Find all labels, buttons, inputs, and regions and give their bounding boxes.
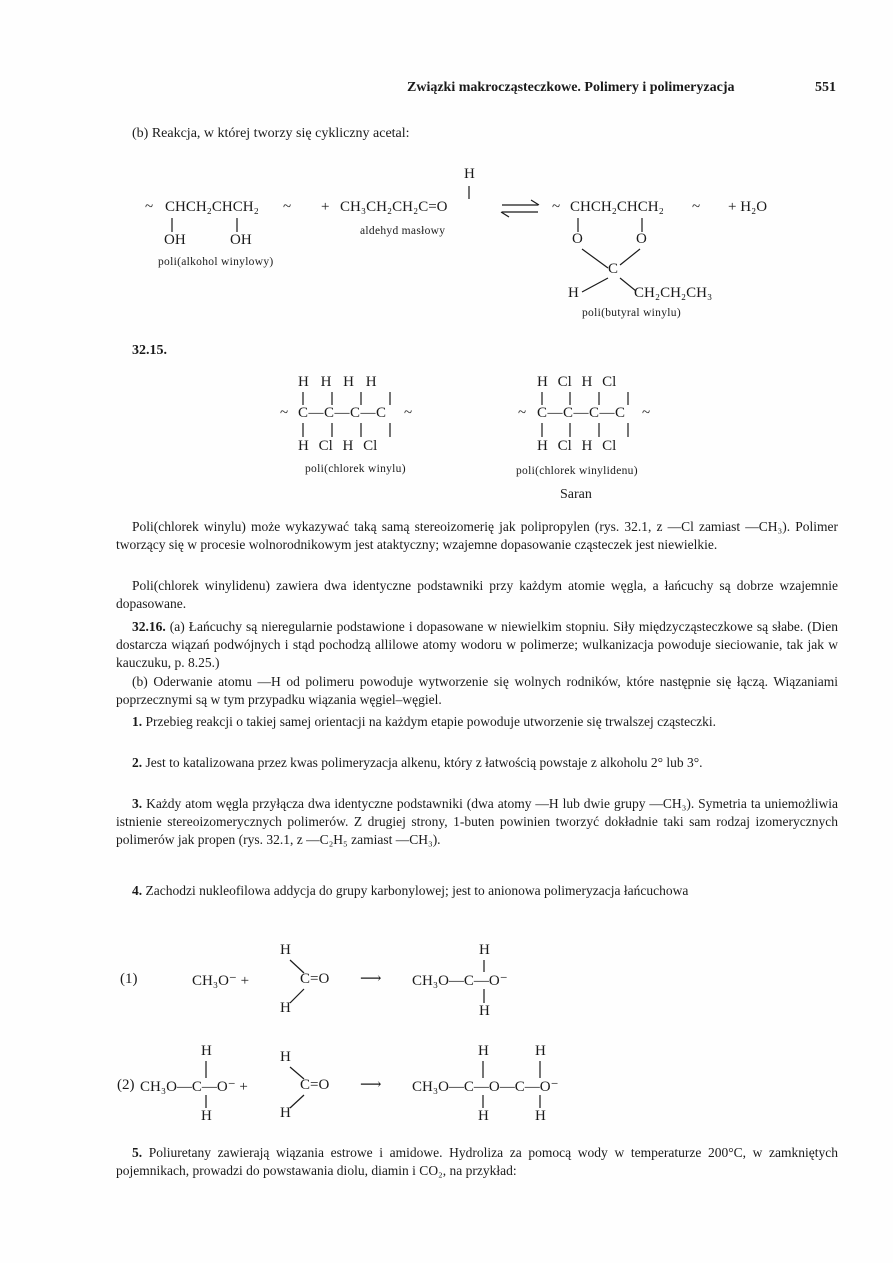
reaction-1-label: (1) <box>120 971 138 987</box>
pvb-wavy-left: ~ <box>552 199 561 215</box>
pvb-c-h-bond <box>582 278 608 292</box>
pvdc-trade-name: Saran <box>560 487 592 502</box>
paragraph-1-text: Przebieg reakcji o takiej samej orientacji na każdym etapie powoduje utworzenie się trwalszej cząsteczki. <box>142 714 717 729</box>
pvc-wavy-right: ~ <box>404 405 413 421</box>
paragraph-3216b: (b) Oderwanie atomu —H od polimeru powoduje wytworzenie się wolnych rodników, które następnie się łączą. Wiązaniami poprzecznymi są w tym przypadku wiązania węgiel–węgiel. <box>116 674 838 707</box>
pvb-acetal-h: H <box>568 285 579 301</box>
pvdc-wavy-left: ~ <box>518 405 527 421</box>
reaction-2-product: CH₃O—C—O—C—O⁻ <box>412 1079 559 1095</box>
pvb-o-2: O <box>636 231 647 247</box>
pvdc-top-atoms: H Cl H Cl <box>537 374 617 390</box>
equilibrium-reverse-head <box>501 212 509 217</box>
pva-chain: CHCH₂CHCH₂ <box>165 199 259 215</box>
reaction-1-h-c-bond-bottom <box>290 989 304 1003</box>
butanal-formula: CH₃CH₂CH₂C=O <box>340 199 448 215</box>
reaction-2-product-h-bottom-1: H <box>478 1108 489 1124</box>
pvb-acetal-c: C <box>608 261 619 277</box>
pvc-chain: C—C—C—C <box>298 405 387 421</box>
reaction-1-h-c-bond-top <box>290 960 304 973</box>
page-number: 551 <box>815 80 836 95</box>
paragraph-pvc-stereo: Poli(chlorek winylu) może wykazywać taką samą stereoizomerię jak polipropylen (rys. 32.1, z —Cl zamiast —CH₃). Polimer tworzący się w procesie wolnorodnikowym jest ataktyczny; wzajemne dopasowanie cząsteczek jest niewielkie. <box>116 519 838 552</box>
item-number-5: 5. <box>132 1145 143 1160</box>
reaction-2-h-c-bond-bottom <box>290 1095 304 1108</box>
pva-wavy-left: ~ <box>145 199 154 215</box>
section-number-3215: 32.15. <box>132 343 167 358</box>
pva-wavy-right: ~ <box>283 199 292 215</box>
paragraph-4-text: Zachodzi nukleofilowa addycja do grupy karbonylowej; jest to anionowa polimeryzacja łańcuchowa <box>142 883 689 898</box>
reaction-1-arrow: ⟶ <box>360 971 382 987</box>
section-number-3216: 32.16. <box>132 619 166 634</box>
reaction-2-reactant-h-bottom: H <box>201 1108 212 1124</box>
reaction-2-arrow: ⟶ <box>360 1077 382 1093</box>
item-number-1: 1. <box>132 714 143 729</box>
reaction-1-product-h-top: H <box>479 942 490 958</box>
pva-oh-1: OH <box>164 232 186 248</box>
part-b-intro: (b) Reakcja, w której tworzy się cykliczny acetal: <box>132 126 410 141</box>
pvdc-bottom-atoms: H Cl H Cl <box>537 438 617 454</box>
pvc-top-atoms: H H H H <box>298 374 377 390</box>
pvb-o-1: O <box>572 231 583 247</box>
paragraph-5-text: Poliuretany zawierają wiązania estrowe i amidowe. Hydroliza za pomocą wody w temperaturze 200°C, w zamkniętych pojemnikach, prowadzi do powstawania diolu, diamin i CO₂, na przykład: <box>116 1145 838 1178</box>
reaction-1-h-bottom: H <box>280 1000 291 1016</box>
pvb-propyl: CH₂CH₂CH₃ <box>634 285 713 301</box>
butanal-name: aldehyd masłowy <box>360 225 446 237</box>
reaction-1-product: CH₃O—C—O⁻ <box>412 973 508 989</box>
paragraph-pvdc: Poli(chlorek winylidenu) zawiera dwa identyczne podstawniki przy każdym atomie węgla, a łańcuchy są dobrze wzajemnie dopasowane. <box>116 578 838 611</box>
reaction-1-methoxide: CH₃O⁻ + <box>192 973 250 989</box>
pvc-name: poli(chlorek winylu) <box>305 463 406 475</box>
paragraph-3-text: Każdy atom węgla przyłącza dwa identyczne podstawniki (dwa atomy —H lub dwie grupy —CH₃). Symetria ta uniemożliwia istnienie stereoizomerycznych polimerów. Z drugiej strony, 1-buten powinien tworzyć dokładnie taki sam rodzaj izomerycznych polimerów jak propen (rys. 32.1, z —C₂H₅ zamiast —CH₃). <box>116 796 838 847</box>
plus-sign-1: + <box>321 199 330 215</box>
aldehyde-h: H <box>464 166 475 182</box>
reaction-2-carbonyl: C=O <box>300 1077 330 1093</box>
running-header-title: Związki makrocząsteczkowe. Polimery i polimeryzacja <box>407 80 735 95</box>
item-number-2: 2. <box>132 755 143 770</box>
pvdc-name: poli(chlorek winylidenu) <box>516 465 638 477</box>
pva-name: poli(alkohol winylowy) <box>158 256 274 268</box>
pvb-c-propyl-bond <box>620 278 636 291</box>
reaction-2-h-top: H <box>280 1049 291 1065</box>
paragraph-3216a-text: (a) Łańcuchy są nieregularnie podstawione i dopasowane w niewielkim stopniu. Siły międzycząsteczkowe są słabe. (Dien dostarcza wiązań podwójnych i stąd pochodzą allilowe atomy wodoru w polimerze; wulkanizacja powoduje sieciowanie, tak jak w kauczuku, p. 8.25.) <box>116 619 838 670</box>
reaction-2-label: (2) <box>117 1077 135 1093</box>
reaction-2-reactant: CH₃O—C—O⁻ + <box>140 1079 248 1095</box>
pvc-bottom-atoms: H Cl H Cl <box>298 438 378 454</box>
reaction-2-product-h-top-1: H <box>478 1043 489 1059</box>
pvdc-wavy-right: ~ <box>642 405 651 421</box>
item-number-3: 3. <box>132 796 143 811</box>
reaction-1-carbonyl: C=O <box>300 971 330 987</box>
reaction-2-product-h-bottom-2: H <box>535 1108 546 1124</box>
reaction-2-product-h-top-2: H <box>535 1043 546 1059</box>
pvb-o-c-bond-1 <box>582 249 608 268</box>
pvc-wavy-left: ~ <box>280 405 289 421</box>
reaction-2-h-c-bond-top <box>290 1067 304 1079</box>
paragraph-2-text: Jest to katalizowana przez kwas polimeryzacja alkenu, który z łatwością powstaje z alkoholu 2° lub 3°. <box>142 755 703 770</box>
pvdc-chain: C—C—C—C <box>537 405 626 421</box>
reaction-2-reactant-h-top: H <box>201 1043 212 1059</box>
pvb-name: poli(butyral winylu) <box>582 307 681 319</box>
item-number-4: 4. <box>132 883 143 898</box>
reaction-1-product-h-bottom: H <box>479 1003 490 1019</box>
pva-oh-2: OH <box>230 232 252 248</box>
pvb-chain: CHCH₂CHCH₂ <box>570 199 664 215</box>
plus-water: + H₂O <box>728 199 768 215</box>
pvb-o-c-bond-2 <box>620 249 640 265</box>
equilibrium-forward-head <box>531 200 539 205</box>
pvb-wavy-right: ~ <box>692 199 701 215</box>
reaction-1-h-top: H <box>280 942 291 958</box>
reaction-2-h-bottom: H <box>280 1105 291 1121</box>
